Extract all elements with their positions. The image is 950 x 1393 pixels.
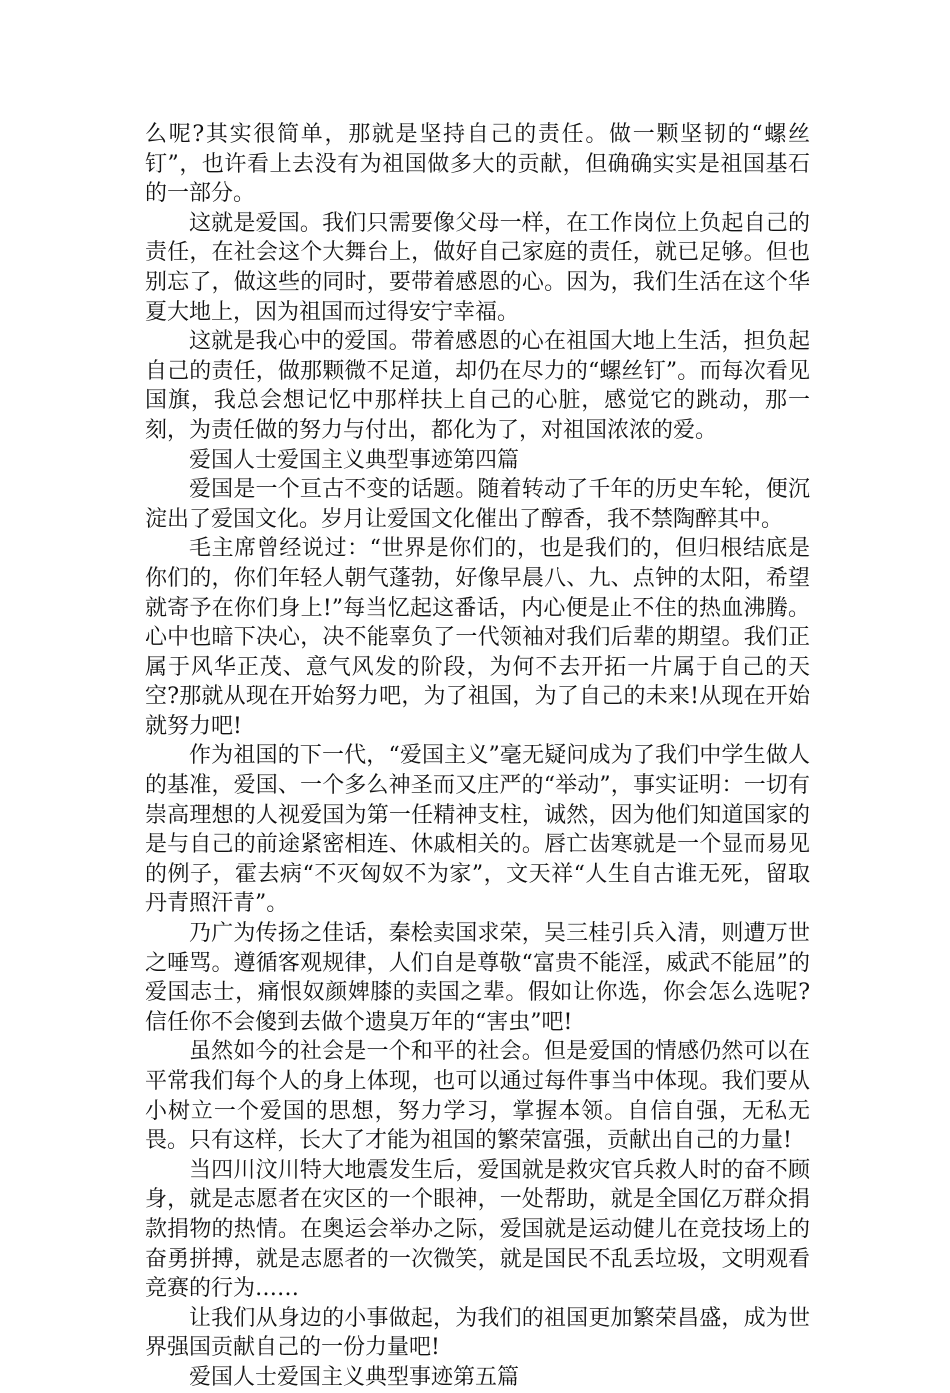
paragraph: 爱国是一个亘古不变的话题。随着转动了千年的历史车轮，便沉淀出了爱国文化。岁月让爱国文化催出了醇香，我不禁陶醉其中。 — [145, 477, 810, 532]
paragraph: 当四川汶川特大地震发生后，爱国就是救灾官兵救人时的奋不顾身，就是志愿者在灾区的一个眼神，一处帮助，就是全国亿万群众捐款捐物的热情。在奥运会举办之际，爱国就是运动健儿在竞技场上的奋勇拼搏，就是志愿者的一次微笑，就是国民不乱丢垃圾，文明观看竞赛的行为…… — [145, 1157, 810, 1302]
paragraph: 毛主席曾经说过：“世界是你们的，也是我们的，但归根结底是你们的，你们年轻人朝气蓬勃，好像早晨八、九、点钟的太阳，希望就寄予在你们身上!”每当忆起这番话，内心便是止不住的热血沸腾。心中也暗下决心，决不能辜负了一代领袖对我们后辈的期望。我们正属于风华正茂、意气风发的阶段，为何不去开拓一片属于自己的天空?那就从现在开始努力吧，为了祖国，为了自己的未来!从现在开始就努力吧! — [145, 536, 810, 739]
section-heading: 爱国人士爱国主义典型事迹第四篇 — [189, 447, 520, 473]
paragraph: 这就是爱国。我们只需要像父母一样，在工作岗位上负起自己的责任，在社会这个大舞台上，做好自己家庭的责任，就已足够。但也别忘了，做这些的同时，要带着感恩的心。因为，我们生活在这个华夏大地上，因为祖国而过得安宁幸福。 — [145, 210, 810, 325]
paragraph: 作为祖国的下一代，“爱国主义”毫无疑问成为了我们中学生做人的基准，爱国、一个多么神圣而又庄严的“举动”，事实证明：一切有崇高理想的人视爱国为第一任精神支柱，诚然，因为他们知道国家的是与自己的前途紧密相连、休戚相关的。唇亡齿寒就是一个显而易见的例子，霍去病“不灭匈奴不为家”，文天祥“人生自古谁无死，留取丹青照汗青”。 — [145, 743, 810, 917]
paragraph: 虽然如今的社会是一个和平的社会。但是爱国的情感仍然可以在平常我们每个人的身上体现，也可以通过每件事当中体现。我们要从小树立一个爱国的思想，努力学习，掌握本领。自信自强，无私无畏。只有这样，长大了才能为祖国的繁荣富强，贡献出自己的力量! — [145, 1039, 810, 1154]
document-page — [145, 120, 810, 1393]
paragraph: 让我们从身边的小事做起，为我们的祖国更加繁荣昌盛，成为世界强国贡献自己的一份力量吧! — [145, 1305, 810, 1361]
section-heading: 爱国人士爱国主义典型事迹第五篇 — [189, 1364, 520, 1390]
paragraph-continuation: 么呢?其实很简单，那就是坚持自己的责任。做一颗坚韧的“螺丝钉”，也许看上去没有为祖国做多大的贡献，但确确实实是祖国基石的一部分。 — [145, 122, 810, 207]
paragraph: 这就是我心中的爱国。带着感恩的心在祖国大地上生活，担负起自己的责任，做那颗微不足道，却仍在尽力的“螺丝钉”。而每次看见国旗，我总会想记忆中那样扶上自己的心脏，感觉它的跳动，那一刻，为责任做的努力与付出，都化为了，对祖国浓浓的爱。 — [145, 329, 810, 443]
paragraph: 乃广为传扬之佳话，秦桧卖国求荣，吴三桂引兵入清，则遭万世之唾骂。遵循客观规律，人们自是尊敬“富贵不能淫，威武不能屈”的爱国志士，痛恨奴颜婢膝的卖国之辈。假如让你选，你会怎么选呢?信任你不会傻到去做个遗臭万年的“害虫”吧! — [145, 921, 810, 1035]
